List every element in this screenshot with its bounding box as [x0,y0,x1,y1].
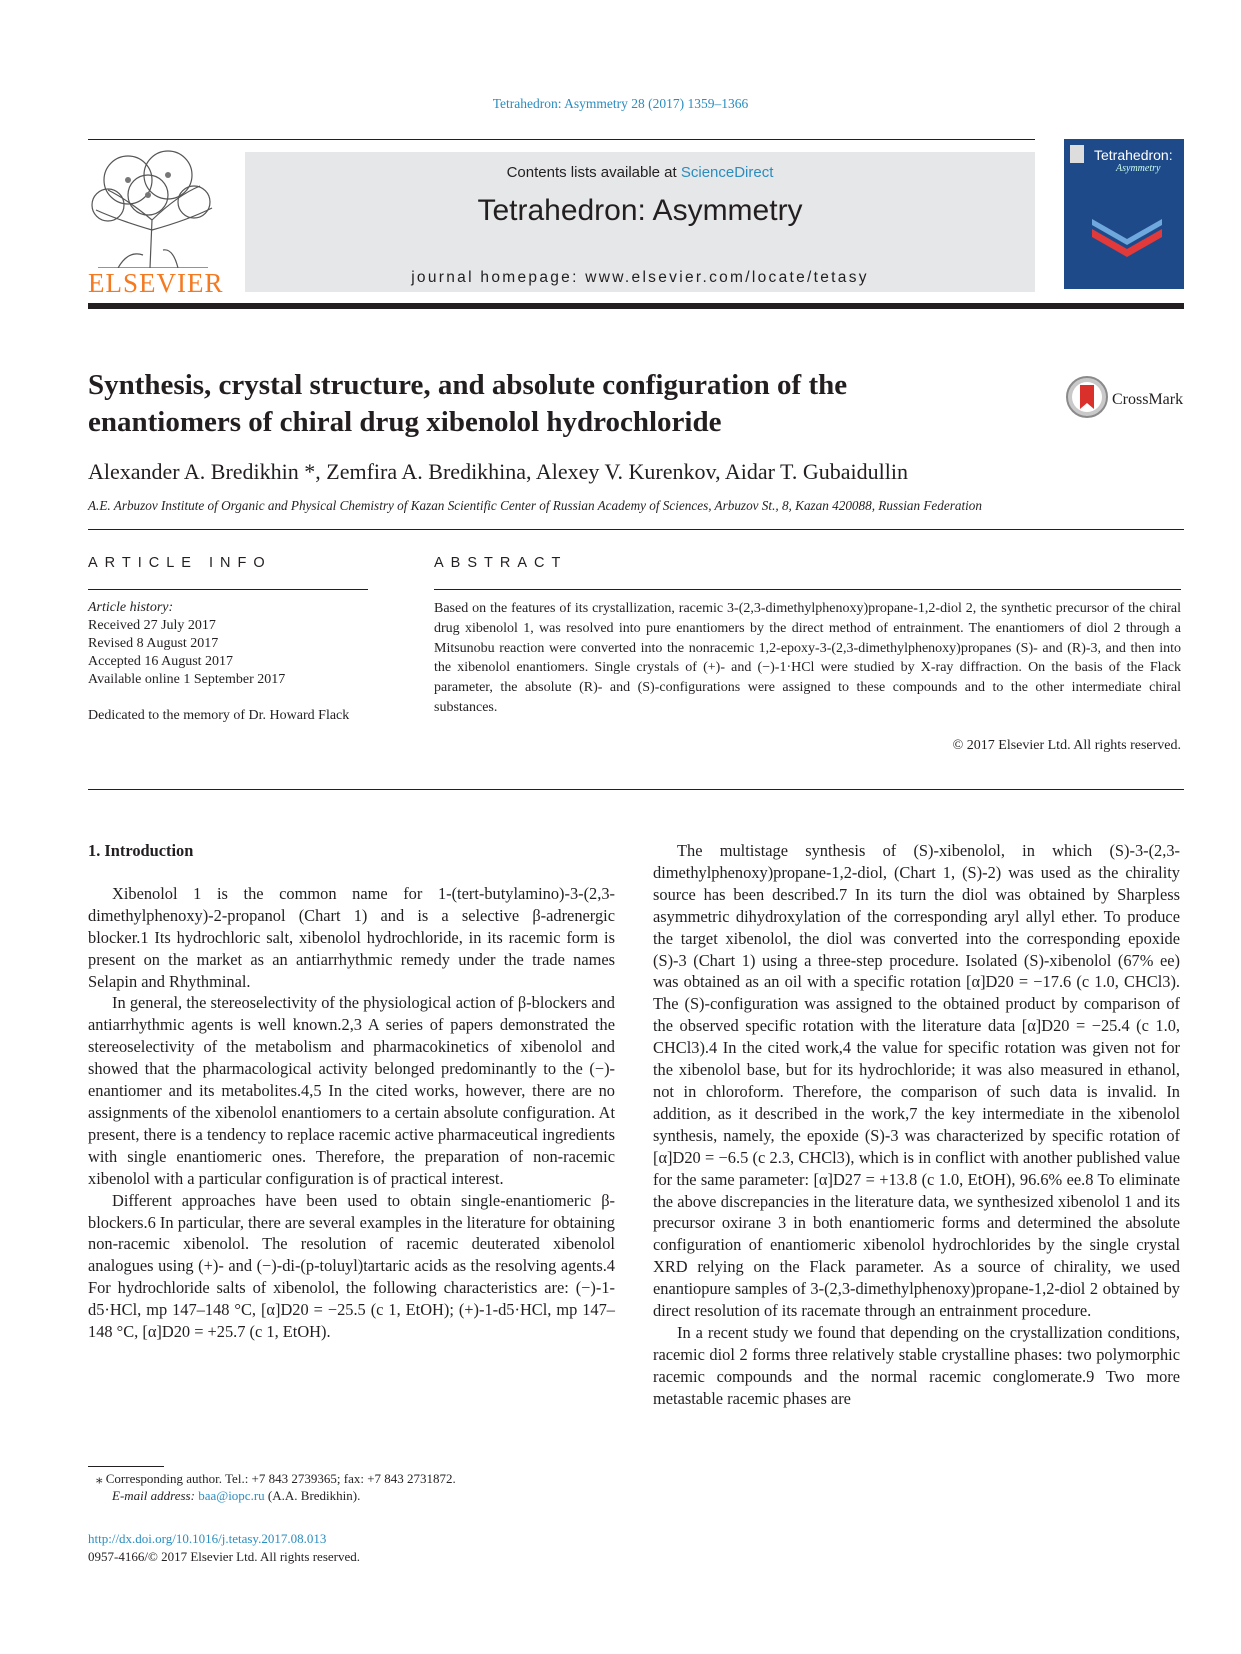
elsevier-wordmark: ELSEVIER [88,268,224,298]
contents-line: Contents lists available at ScienceDirect [506,164,774,181]
cover-title: Tetrahedron: [1094,147,1173,163]
left-column [88,840,615,1343]
author-affiliation: A.E. Arbuzov Institute of Organic and Physical Chemistry of Kazan Scientific Center of Russian Academy of Sciences, Arbuzov St., 8, Kazan 420088, Russian Federation [88,498,982,513]
paragraph: The multistage synthesis of (S)-xibenolol, in which (S)-3-(2,3-dimethylphenoxy)propane-1,2-diol, (Chart 1, (S)-2) was used as the chirality source has been described.7 In its turn the diol was obtained by Sharpless asymmetric dihydroxylation of the corresponding aryl allyl ether. To produce the target xibenolol, the diol was converted into the corresponding epoxide (S)-3 (Chart 1) using a three-step procedure. Isolated (S)-xibenolol (67% ee) was obtained as an oil with a specific rotation [α]D20 = −17.6 (c 1.0, CHCl3). The (S)-configuration was assigned to the obtained product by comparison of the observed specific rotation with the literature data [α]D20 = −25.4 (c 1.0, CHCl3).4 In the cited work,4 the value for specific rotation was given not for the xibenolol base, but for its hydrochloride; it was also measured in ethanol, not in chloroform. Therefore, the comparison of such data is invalid. In addition, as it described in the work,7 the key intermediate in the xibenolol synthesis, namely, the epoxide (S)-3 was characterized by specific rotation of [α]D20 = −6.5 (c 2.3, CHCl3), which is in conflict with another published value for the same parameter: [α]D27 = +13.8 (c 1.0, EtOH), 96.6% ee.8 To eliminate the above discrepancies in the literature data, we synthesized xibenolol 1 and its precursor oxirane 3 in both enantiomeric forms and determined the absolute configuration of enantiomeric xibenolol hydrochlorides by the single crystal XRD relying on the Flack parameter. As a source of chirality, we used enantiopure samples of 3-(2,3-dimethylphenoxy)propane-1,2-diol 2 obtained by direct resolution of its racemate through an entrainment procedure. [653,841,1180,1321]
crossmark-icon[interactable] [1065,375,1109,419]
paragraph: Xibenolol 1 is the common name for 1-(tert-butylamino)-3-(2,3-dimethylphenoxy)-2-propanol (Chart 1) and is a selective β-adrenergic blocker.1 Its hydrochloric salt, xibenolol hydrochloride, in its racemic form is present on the market as an antiarrhythmic remedy under the trade names Selapin and Rhythminal. [88,883,615,991]
sciencedirect-link[interactable]: ScienceDirect [680,164,774,181]
journal-banner [245,152,1035,292]
article-history: Article history: Received 27 July 2017 Revised 8 August 2017 Accepted 16 August 2017 Available online 1 September 2017 Dedicated to the memory of Dr. Howard Flack [88,599,368,725]
section-heading: 1. Introduction [88,841,194,860]
issn-line: 0957-4166/© 2017 Elsevier Ltd. All rights reserved. [88,1549,360,1564]
affiliation-rule [88,529,1184,530]
article-title: Synthesis, crystal structure, and absolute configuration of the enantiomers of chiral drug xibenolol hydrochloride [88,369,848,438]
abstract-text: Based on the features of its crystallization, racemic 3-(2,3-dimethylphenoxy)propane-1,2-diol 2, the synthetic precursor of the chiral drug xibenolol 1, was resolved into pure enantiomers by the direct method of entrainment. The enantiomers of diol 2 through a Mitsunobu reaction were converted into the nonracemic 1,2-epoxy-3-(2,3-dimethylphenoxy)propanes (S)- and (R)-3, and then into the xibenolol enantiomers. Single crystals of (+)- and (−)-1·HCl were studied by X-ray diffraction. On the basis of the Flack parameter, the absolute (R)- and (S)-configurations were assigned to these compounds and to the other intermediate chiral substances. [434,601,1181,715]
author-list: Alexander A. Bredikhin *, Zemfira A. Bredikhina, Alexey V. Kurenkov, Aidar T. Gubaidullin [88,459,908,484]
abstract-bottom-rule [88,789,1184,790]
elsevier-tree-logo [88,150,218,268]
dedication: Dedicated to the memory of Dr. Howard Flack [88,708,350,723]
paragraph: Different approaches have been used to obtain single-enantiomeric β-blockers.6 In particular, there are several examples in the literature for obtaining non-racemic xibenolol. The resolution of racemic deuterated xibenolol analogues using (+)- and (−)-di-(p-toluyl)tartaric acids as the resolving agents.4 For hydrochloride salts of xibenolol, the following characteristics are: (−)-1-d5·HCl, mp 147–148 °C, [α]D20 = −25.5 (c 1, EtOH); (+)-1-d5·HCl, mp 147–148 °C, [α]D20 = +25.7 (c 1, EtOH). [88,1190,615,1342]
email-link[interactable]: baa@iopc.ru [198,1488,265,1503]
journal-homepage[interactable]: journal homepage: www.elsevier.com/locate/tetasy [411,269,869,286]
journal-cover-image [1064,139,1184,289]
journal-citation[interactable]: Tetrahedron: Asymmetry 28 (2017) 1359–1366 [492,96,749,111]
journal-name: Tetrahedron: Asymmetry [477,194,803,227]
abstract-copyright: © 2017 Elsevier Ltd. All rights reserved. [952,738,1181,753]
header-top-rule [88,139,1035,140]
abstract-heading: ABSTRACT [434,555,568,571]
abstract-rule [434,589,1181,590]
crossmark-label[interactable]: CrossMark [1112,391,1184,408]
cover-graphic [1092,219,1162,259]
paragraph: In general, the stereoselectivity of the physiological action of β-blockers and antiarrhythmic agents is well known.2,3 A series of papers demonstrated the stereoselectivity of the metabolism and pharmacokinetics of xibenolol and showed that the pharmacological activity belonged predominantly to the (−)-enantiomer and its metabolites.4,5 In the cited works, however, there are no assignments of the xibenolol enantiomers to a certain absolute configuration. At present, there is a tendency to replace racemic active pharmaceutical ingredients with single enantiomeric ones. Therefore, the preparation of non-racemic xibenolol with a particular configuration is of practical interest. [88,993,615,1188]
cover-subtitle: Asymmetry [1116,163,1161,174]
right-column [653,840,1180,1410]
cover-logo [1070,145,1084,163]
article-info-rule [88,589,368,590]
paragraph: In a recent study we found that depending on the crystallization conditions, racemic diol 2 forms three relatively stable crystalline phases: two polymorphic racemic compounds and the normal racemic conglomerate.9 Two more metastable racemic phases are [653,1322,1180,1408]
article-info-heading: ARTICLE INFO [88,555,272,571]
corresponding-author-note: ⁎ Corresponding author. Tel.: +7 843 2739365; fax: +7 843 2731872. E-mail address: baa@iopc.ru (A.A. Bredikhin). [96,1471,456,1503]
footnote-rule [88,1466,164,1467]
doi-link[interactable]: http://dx.doi.org/10.1016/j.tetasy.2017.08.013 [88,1531,327,1546]
header-bottom-rule [88,303,1184,309]
